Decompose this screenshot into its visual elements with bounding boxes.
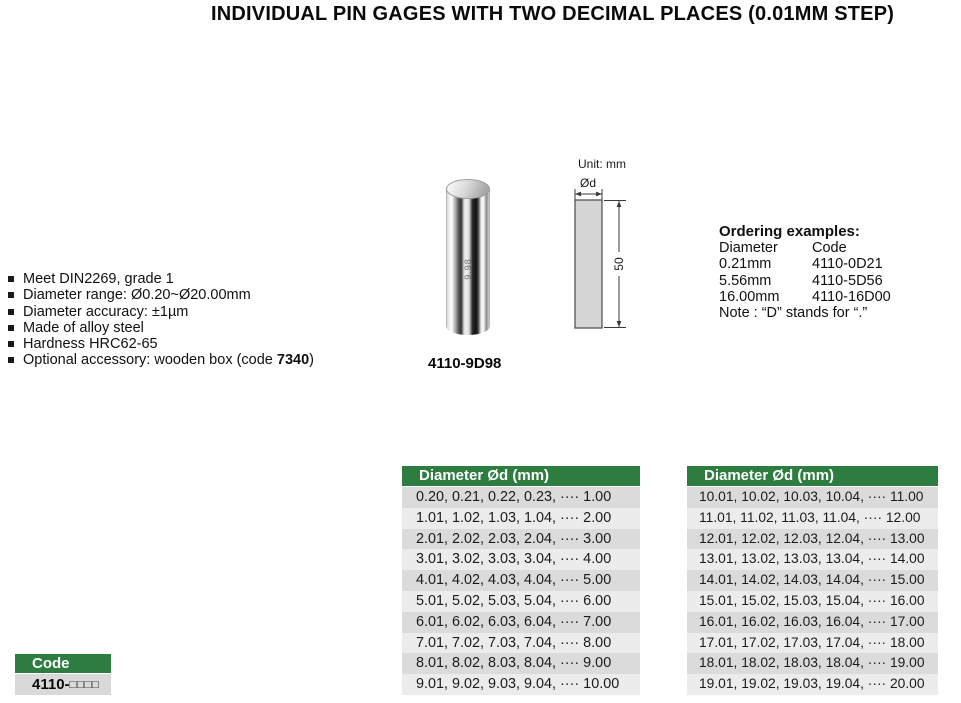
arrow-up-icon xyxy=(617,201,622,207)
feature-item xyxy=(8,320,314,336)
table-row: 2.01, 2.02, 2.03, 2.04, ···· 3.00 xyxy=(402,529,640,550)
code-box xyxy=(15,654,111,695)
code-box-header: Code xyxy=(15,654,111,674)
feature-text: Hardness HRC62-65 xyxy=(23,336,158,353)
table-row: 1.01, 1.02, 1.03, 1.04, ···· 2.00 xyxy=(402,508,640,529)
page-title: INDIVIDUAL PIN GAGES WITH TWO DECIMAL PLACES (0.01MM STEP) xyxy=(211,3,895,25)
table-row: 17.01, 17.02, 17.03, 17.04, ···· 18.00 xyxy=(687,633,938,654)
ordering-row xyxy=(719,273,891,289)
ordering-examples xyxy=(719,224,891,321)
length-dim-label: 50 xyxy=(612,257,626,271)
code-prefix: 4110- xyxy=(32,676,70,693)
feature-item xyxy=(8,304,314,320)
table-row: 18.01, 18.02, 18.03, 18.04, ···· 19.00 xyxy=(687,653,938,674)
bullet-square-icon xyxy=(8,276,14,282)
table-row: 19.01, 19.02, 19.03, 19.04, ···· 20.00 xyxy=(687,674,938,695)
feature-item xyxy=(8,336,314,352)
bullet-square-icon xyxy=(8,292,14,298)
table-row: 7.01, 7.02, 7.03, 7.04, ···· 8.00 xyxy=(402,633,640,654)
pin-gage-photo xyxy=(446,179,490,335)
table-row: 10.01, 10.02, 10.03, 10.04, ···· 11.00 xyxy=(687,487,938,508)
table-row: 6.01, 6.02, 6.03, 6.04, ···· 7.00 xyxy=(402,612,640,633)
feature-item xyxy=(8,271,314,287)
accessory-prefix: Optional accessory: wooden box (code xyxy=(23,352,277,369)
ordering-col-diameter: Diameter xyxy=(719,240,778,257)
table-row: 8.01, 8.02, 8.03, 8.04, ···· 9.00 xyxy=(402,653,640,674)
bullet-square-icon xyxy=(8,357,14,363)
ordering-diameter: 5.56mm xyxy=(719,272,772,289)
ordering-title: Ordering examples: xyxy=(719,223,860,240)
feature-item-accessory xyxy=(8,352,314,368)
table-header: Diameter Ød (mm) xyxy=(402,466,640,487)
ordering-column-headers xyxy=(719,240,891,256)
ordering-code: 4110-16D00 xyxy=(812,288,891,305)
ordering-diameter: 0.21mm xyxy=(719,256,772,273)
table-row: 5.01, 5.02, 5.03, 5.04, ···· 6.00 xyxy=(402,591,640,612)
pin-engraving: 9.98 xyxy=(463,258,473,281)
table-row: 11.01, 11.02, 11.03, 11.04, ···· 12.00 xyxy=(687,508,938,529)
ordering-col-code: Code xyxy=(812,240,847,257)
table-header: Diameter Ød (mm) xyxy=(687,466,938,487)
diameter-dim-label: Ød xyxy=(579,176,597,190)
diameter-table-left xyxy=(402,466,640,695)
ordering-row xyxy=(719,289,891,305)
accessory-suffix: ) xyxy=(309,352,315,369)
table-row: 13.01, 13.02, 13.03, 13.04, ···· 14.00 xyxy=(687,549,938,570)
accessory-code: 7340 xyxy=(276,352,310,369)
code-placeholder-squares: □□□□ xyxy=(69,679,100,691)
feature-text: Diameter range: Ø0.20~Ø20.00mm xyxy=(23,287,251,304)
unit-label: Unit: mm xyxy=(578,157,626,171)
feature-item xyxy=(8,287,314,303)
table-row: 4.01, 4.02, 4.03, 4.04, ···· 5.00 xyxy=(402,570,640,591)
ordering-code: 4110-5D56 xyxy=(812,272,883,289)
code-box-value xyxy=(15,674,111,695)
pin-outline-rect xyxy=(575,200,602,328)
feature-text xyxy=(23,352,314,368)
feature-text: Made of alloy steel xyxy=(23,319,144,336)
product-code-label: 4110-9D98 xyxy=(428,355,502,372)
table-row: 3.01, 3.02, 3.03, 3.04, ···· 4.00 xyxy=(402,549,640,570)
ordering-row xyxy=(719,256,891,272)
bullet-square-icon xyxy=(8,341,14,347)
table-row: 16.01, 16.02, 16.03, 16.04, ···· 17.00 xyxy=(687,612,938,633)
arrow-right-icon xyxy=(596,192,602,197)
arrow-left-icon xyxy=(575,192,581,197)
arrow-down-icon xyxy=(617,321,622,327)
feature-text: Meet DIN2269, grade 1 xyxy=(23,271,174,287)
table-row: 0.20, 0.21, 0.22, 0.23, ···· 1.00 xyxy=(402,487,640,508)
ordering-code: 4110-0D21 xyxy=(812,256,883,273)
pin-top-face xyxy=(446,179,490,199)
ordering-diameter: 16.00mm xyxy=(719,288,780,305)
table-row: 9.01, 9.02, 9.03, 9.04, ···· 10.00 xyxy=(402,674,640,695)
diameter-table-right xyxy=(687,466,938,695)
dimension-drawing xyxy=(558,155,636,340)
bullet-square-icon xyxy=(8,325,14,331)
table-row: 12.01, 12.02, 12.03, 12.04, ···· 13.00 xyxy=(687,529,938,550)
table-row: 15.01, 15.02, 15.03, 15.04, ···· 16.00 xyxy=(687,591,938,612)
bullet-square-icon xyxy=(8,309,14,315)
ordering-note: Note : “D” stands for “.” xyxy=(719,305,868,322)
feature-list xyxy=(8,271,314,369)
table-row: 14.01, 14.02, 14.03, 14.04, ···· 15.00 xyxy=(687,570,938,591)
feature-text: Diameter accuracy: ±1µm xyxy=(23,303,189,320)
